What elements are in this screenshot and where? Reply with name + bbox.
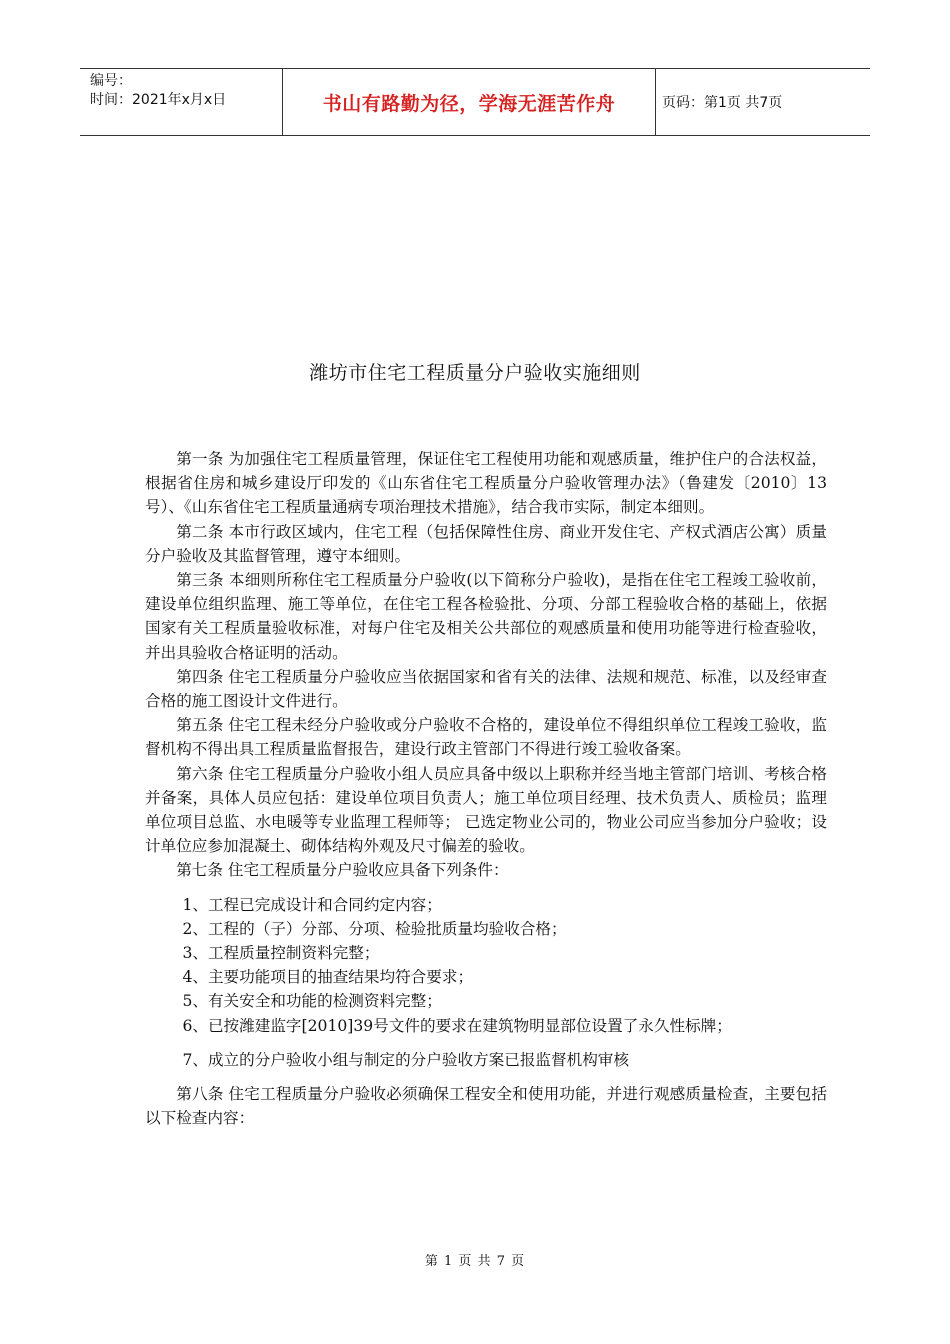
document-header (80, 68, 870, 136)
condition-item: 2、工程的（子）分部、分项、检验批质量均验收合格； (182, 919, 567, 938)
header-page-number: 页码：第1页 共7页 (662, 95, 783, 111)
article-1: 第一条 为加强住宅工程质量管理，保证住宅工程使用功能和观感质量，维护住户的合法权益，根据省住房和城乡建设厅印发的《山东省住宅工程质量分户验收管理办法》（鲁建发〔2010〕13号）、《山东省住宅工程质量通病专项治理技术措施》，结合我市实际，制定本细则。 (145, 450, 827, 517)
document-time: 时间：2021年x月x日 (90, 92, 227, 108)
article-2: 第二条 本市行政区域内，住宅工程（包括保障性住房、商业开发住宅、产权式酒店公寓）质量分户验收及其监督管理，遵守本细则。 (145, 522, 827, 565)
header-motto: 书山有路勤为径，学海无涯苦作舟 (283, 69, 656, 135)
article-7: 第七条 住宅工程质量分户验收应具备下列条件： (176, 861, 509, 880)
condition-item: 3、工程质量控制资料完整； (182, 944, 380, 963)
condition-item: 4、主要功能项目的抽查结果均符合要求； (182, 968, 474, 987)
article-3: 第三条 本细则所称住宅工程质量分户验收(以下简称分户验收)，是指在住宅工程竣工验收前，建设单位组织监理、施工等单位，在住宅工程各检验批、分项、分部工程验收合格的基础上，依据国家有关工程质量验收标准，对每户住宅及相关公共部位的观感质量和使用功能等进行检查验收，并出具验收合格证明的活动。 (145, 571, 827, 662)
condition-item: 1、工程已完成设计和合同约定内容； (182, 895, 442, 914)
condition-item: 7、成立的分户验收小组与制定的分户验收方案已报监督机构审核 (182, 1050, 629, 1069)
document-body (145, 447, 827, 1130)
condition-item: 5、有关安全和功能的检测资料完整； (182, 992, 442, 1011)
article-8: 第八条 住宅工程质量分户验收必须确保工程安全和使用功能，并进行观感质量检查，主要包括以下检查内容： (145, 1085, 827, 1128)
document-title: 潍坊市住宅工程质量分户验收实施细则 (309, 362, 641, 384)
document-number: 编号： (90, 73, 132, 89)
header-meta (80, 69, 283, 135)
article-5: 第五条 住宅工程未经分户验收或分户验收不合格的，建设单位不得组织单位工程竣工验收，监督机构不得出具工程质量监督报告，建设行政主管部门不得进行竣工验收备案。 (145, 716, 827, 759)
article-6: 第六条 住宅工程质量分户验收小组人员应具备中级以上职称并经当地主管部门培训、考核合格并备案，具体人员应包括：建设单位项目负责人；施工单位项目经理、技术负责人、质检员；监理单位项目总监、水电暖等专业监理工程师等； 已选定物业公司的，物业公司应当参加分户验收；设计单位应参加混凝土、砌体结构外观及尺寸偏差的验收。 (145, 764, 827, 856)
page-footer: 第 1 页 共 7 页 (424, 1254, 526, 1269)
condition-item: 6、已按潍建监字[2010]39号文件的要求在建筑物明显部位设置了永久性标牌； (182, 1016, 732, 1035)
article-4: 第四条 住宅工程质量分户验收应当依据国家和省有关的法律、法规和规范、标准，以及经审查合格的施工图设计文件进行。 (145, 667, 827, 711)
